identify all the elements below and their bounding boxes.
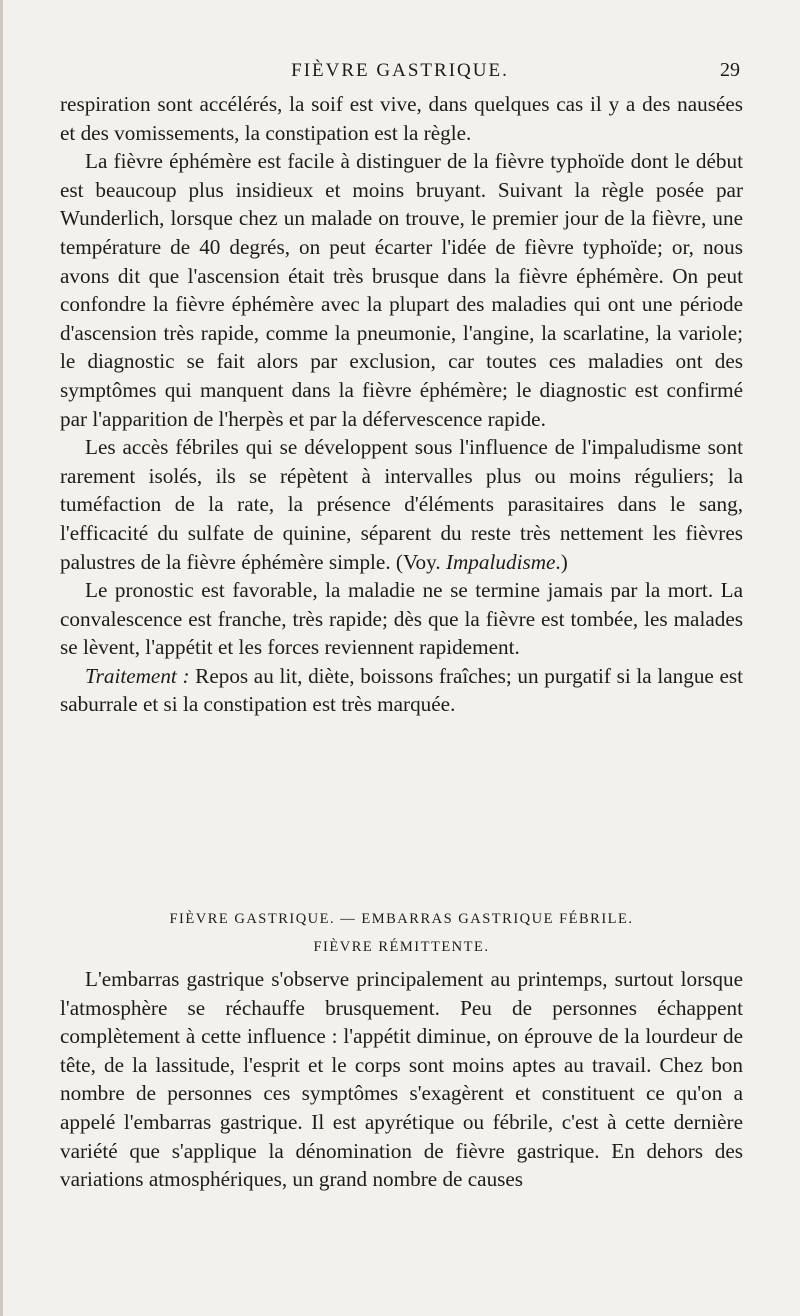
paragraph-impaludisme-text: Les accès fébriles qui se développent sous l'influence de l'impaludisme sont rarement isolés, ils se répètent à intervalles plus ou moins réguliers; la tuméfaction de la rate, la présence d'éléments parasitaires dans le sang, l'efficacité du sulfate de quinine, séparent du reste très nettement les fièvres palustres de la fièvre éphémère simple. (Voy. xyxy=(60,435,743,574)
paragraph-impaludisme-end: .) xyxy=(555,549,568,574)
section-heading xyxy=(60,905,743,961)
traitement-text: Repos au lit, diète, boissons fraîches; un purgatif si la langue est saburrale et si la constipation est très marquée. xyxy=(60,663,743,717)
paragraph-diagnostic: La fièvre éphémère est facile à distinguer de la fièvre typhoïde dont le début est beaucoup plus insidieux et moins bruyant. Suivant la règle posée par Wunderlich, lorsque chez un malade on trouve, le premier jour de la fièvre, une température de 40 degrés, on peut écarter l'idée de fièvre typhoïde; or, nous avons dit que l'ascension était très brusque dans la fièvre éphémère. On peut confondre la fièvre éphémère avec la plupart des maladies qui ont une période d'ascension très rapide, comme la pneumonie, l'angine, la scarlatine, la variole; le diagnostic se fait alors par exclusion, car toutes ces maladies ont des symptômes qui manquent dans la fièvre éphémère; le diagnostic est confirmé par l'apparition de l'herpès et par la défervescence rapide. xyxy=(60,149,743,431)
cross-reference-impaludisme: Impaludisme xyxy=(445,549,556,574)
running-title: FIÈVRE GASTRIQUE. xyxy=(291,60,509,81)
paragraph-pronostic: Le pronostic est favorable, la maladie ne se termine jamais par la mort. La convalescence est franche, très rapide; dès que la fièvre est tombée, les malades se lèvent, l'appétit et les forces reviennent rapidement. xyxy=(60,578,743,660)
paragraph-embarras-gastrique: L'embarras gastrique s'observe principalement au printemps, surtout lorsque l'atmosphère se réchauffe brusquement. Peu de personnes échappent complètement à cette influence : l'appétit diminue, on éprouve de la lourdeur de tête, de la lassitude, l'esprit et le corps sont moins aptes au travail. Chez bon nombre de personnes ces symptômes s'exagèrent et constituent ce qu'on a appelé l'embarras gastrique. Il est apyrétique ou fébrile, c'est à cette dernière variété que s'applique la dénomination de fièvre gastrique. En dehors des variations atmosphériques, un grand nombre de causes xyxy=(60,967,743,1192)
page-edge-shadow xyxy=(0,0,3,1316)
traitement-label: Traitement : xyxy=(85,663,190,688)
page-number: 29 xyxy=(720,59,740,81)
section-heading-line-2: FIÈVRE RÉMITTENTE. xyxy=(313,939,490,955)
paragraph-traitement xyxy=(60,662,743,719)
paragraph-impaludisme xyxy=(60,433,743,576)
section-text xyxy=(60,965,743,1194)
running-header xyxy=(60,60,740,88)
main-text xyxy=(60,90,743,719)
section-heading-line-1: FIÈVRE GASTRIQUE. — EMBARRAS GASTRIQUE FÉBRILE. xyxy=(169,911,634,927)
paragraph-continuation: respiration sont accélérés, la soif est vive, dans quelques cas il y a des nausées et des vomissements, la constipation est la règle. xyxy=(60,92,743,145)
